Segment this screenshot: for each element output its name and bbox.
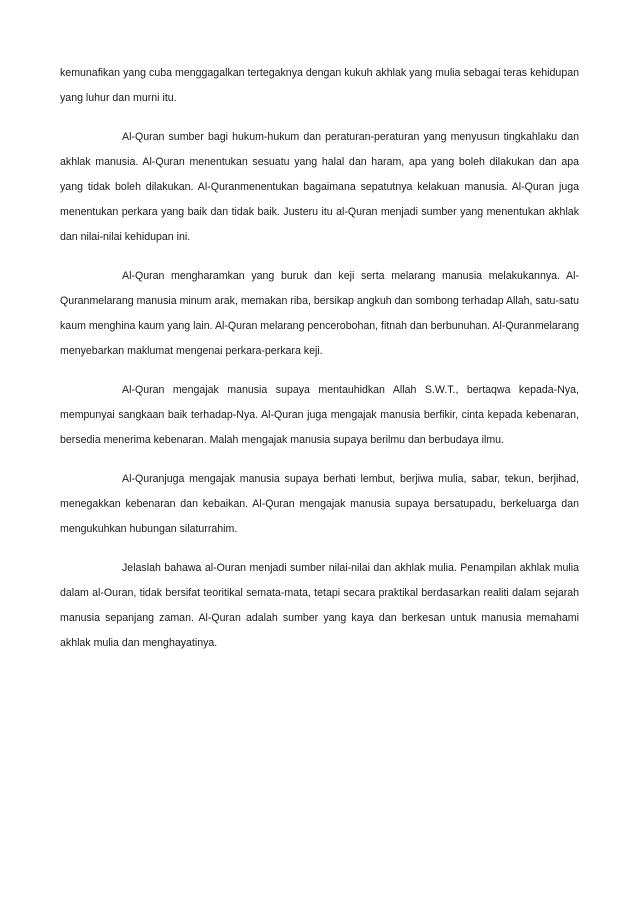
document-body [60, 61, 579, 670]
paragraph-quran-prohibitions: Al-Quran mengharamkan yang buruk dan keji serta melarang manusia melakukannya. Al-Quranmelarang manusia minum arak, memakan riba, bersikap angkuh dan sombong terhadap Allah, satu-satu kaum menghina kaum yang lain. Al-Quran melarang pencerobohan, fitnah dan berbunuhan. Al-Quranmelarang menyebarkan maklumat mengenai perkara-perkara keji. [60, 270, 579, 357]
paragraph-conclusion: Jelaslah bahawa al-Ouran menjadi sumber nilai-nilai dan akhlak mulia. Penampilan akhlak mulia dalam al-Ouran, tidak bersifat teoritikal semata-mata, tetapi secara praktikal berdasarkan realiti dalam sejarah manusia sepanjang zaman. Al-Quran adalah sumber yang kaya dan berkesan untuk manusia memahami akhlak mulia dan menghayatinya. [60, 562, 579, 649]
paragraph-quran-invites-tauhid: Al-Quran mengajak manusia supaya mentauhidkan Allah S.W.T., bertaqwa kepada-Nya, mempunyai sangkaan baik terhadap-Nya. Al-Quran juga mengajak manusia berfikir, cinta kepada kebenaran, bersedia menerima kebenaran. Malah mengajak manusia supaya berilmu dan berbudaya ilmu. [60, 384, 579, 446]
paragraph-quran-source-of-law: Al-Quran sumber bagi hukum-hukum dan peraturan-peraturan yang menyusun tingkahlaku dan akhlak manusia. Al-Quran menentukan sesuatu yang halal dan haram, apa yang boleh dilakukan dan apa yang tidak boleh dilakukan. Al-Quranmenentukan bagaimana sepatutnya kelakuan manusia. Al-Quran juga menentukan perkara yang baik dan tidak baik. Justeru itu al-Quran menjadi sumber yang menentukan akhlak dan nilai-nilai kehidupan ini. [60, 131, 579, 243]
paragraph-quran-invites-virtue: Al-Quranjuga mengajak manusia supaya berhati lembut, berjiwa mulia, sabar, tekun, berjihad, menegakkan kebenaran dan kebaikan. Al-Quran mengajak manusia supaya bersatupadu, berkeluarga dan mengukuhkan hubungan silaturrahim. [60, 473, 579, 535]
paragraph-continuation: kemunafikan yang cuba menggagalkan tertegaknya dengan kukuh akhlak yang mulia sebagai teras kehidupan yang luhur dan murni itu. [60, 67, 579, 104]
